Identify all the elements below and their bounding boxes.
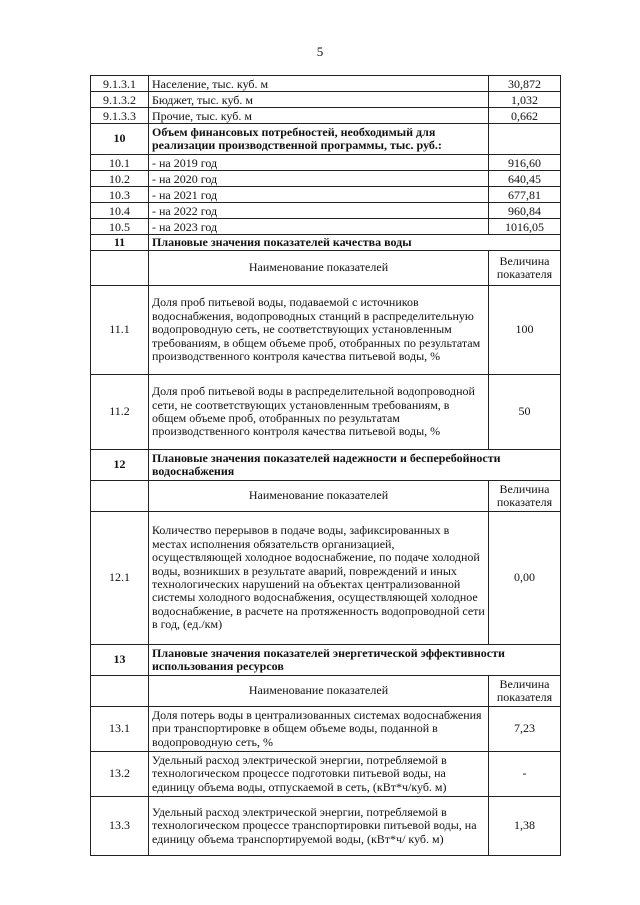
section-title: Плановые значения показателей надежности и бесперебойности водоснабжения [149,450,561,481]
row-number: 9.1.3.2 [91,92,149,108]
row-number: 13.3 [91,797,149,856]
row-value: 7,23 [489,707,561,752]
column-header-row [91,481,561,512]
column-header-value: Величина показателя [489,676,561,707]
row-number: 10.3 [91,187,149,203]
table-row [91,108,561,124]
row-value: 50 [489,375,561,450]
row-number: 11.1 [91,286,149,375]
section-title: Плановые значения показателей энергетической эффективности использования ресурсов [149,645,561,676]
row-value: 916,60 [489,155,561,171]
row-label: - на 2021 год [149,187,489,203]
section-header-row [91,645,561,676]
table-row [91,707,561,752]
row-label: Население, тыс. куб. м [149,76,489,92]
column-header-value: Величина показателя [489,481,561,512]
row-label: Бюджет, тыс. куб. м [149,92,489,108]
section-header-row [91,450,561,481]
row-value: 30,872 [489,76,561,92]
row-label: - на 2022 год [149,203,489,219]
row-label: Доля проб питьевой воды в распределительной водопроводной сети, не соответствующих установленным требованиям, в общем объеме проб, отобранных по результатам производственного контроля качества питьевой воды, % [149,375,489,450]
section-header-row [91,235,561,251]
page-number: 5 [316,44,324,59]
section-number: 11 [91,235,149,251]
row-number: 13.1 [91,707,149,752]
row-value: 960,84 [489,203,561,219]
column-header-name: Наименование показателей [149,676,489,707]
row-label: - на 2019 год [149,155,489,171]
row-label: Прочие, тыс. куб. м [149,108,489,124]
table-row [91,76,561,92]
row-number: 10.1 [91,155,149,171]
row-number: 12.1 [91,512,149,645]
section-header-row [91,124,561,155]
row-number: 10.5 [91,219,149,235]
table-row [91,286,561,375]
row-value: 640,45 [489,171,561,187]
column-header-row [91,251,561,286]
row-label: - на 2020 год [149,171,489,187]
row-label: Доля потерь воды в централизованных системах водоснабжения при транспортировке в общем объеме воды, поданной в водопроводную сеть, % [149,707,489,752]
row-number: 13.2 [91,752,149,797]
table-row [91,752,561,797]
row-number: 9.1.3.1 [91,76,149,92]
row-value: - [489,752,561,797]
section-title: Плановые значения показателей качества воды [149,235,561,251]
row-number: 9.1.3.3 [91,108,149,124]
table-row [91,375,561,450]
column-header-row [91,676,561,707]
table-row [91,171,561,187]
row-label: - на 2023 год [149,219,489,235]
row-number: 11.2 [91,375,149,450]
table-row [91,155,561,171]
column-header-value: Величина показателя [489,251,561,286]
row-value: 100 [489,286,561,375]
column-header-name: Наименование показателей [149,251,489,286]
table-row [91,797,561,856]
column-header-name: Наименование показателей [149,481,489,512]
row-value: 1,032 [489,92,561,108]
table-row [91,187,561,203]
row-label: Удельный расход электрической энергии, потребляемой в технологическом процессе подготовки питьевой воды, на единицу объема воды, отпускаемой в сеть, (кВт*ч/куб. м) [149,752,489,797]
section-number: 10 [91,124,149,155]
row-value: 0,00 [489,512,561,645]
row-label: Количество перерывов в подаче воды, зафиксированных в местах исполнения обязательств организацией, осуществляющей холодное водоснабжение, по подаче холодной воды, возникших в результате аварий, повреждений и иных технологических нарушений на объектах централизованной системы холодного водоснабжения, осуществляющей холодное водоснабжение, в расчете на протяженность водопроводной сети в год, (ед./км) [149,512,489,645]
row-label: Удельный расход электрической энергии, потребляемой в технологическом процессе транспортировки питьевой воды, на единицу объема транспортируемой воды, (кВт*ч/ куб. м) [149,797,489,856]
program-indicators-table [90,75,561,856]
section-number: 12 [91,450,149,481]
row-value: 1,38 [489,797,561,856]
row-label: Доля проб питьевой воды, подаваемой с источников водоснабжения, водопроводных станций в распределительную водопроводную сеть, не соответствующих установленным требованиям, в общем объеме проб, отобранных по результатам производственного контроля качества питьевой воды, % [149,286,489,375]
table-row [91,219,561,235]
row-number: 10.4 [91,203,149,219]
row-value: 0,662 [489,108,561,124]
table-row [91,512,561,645]
section-title: Объем финансовых потребностей, необходимый для реализации производственной программы, тыс. руб.: [149,124,489,155]
row-value: 1016,05 [489,219,561,235]
row-value: 677,81 [489,187,561,203]
row-number: 10.2 [91,171,149,187]
table-row [91,203,561,219]
section-number: 13 [91,645,149,676]
table-row [91,92,561,108]
